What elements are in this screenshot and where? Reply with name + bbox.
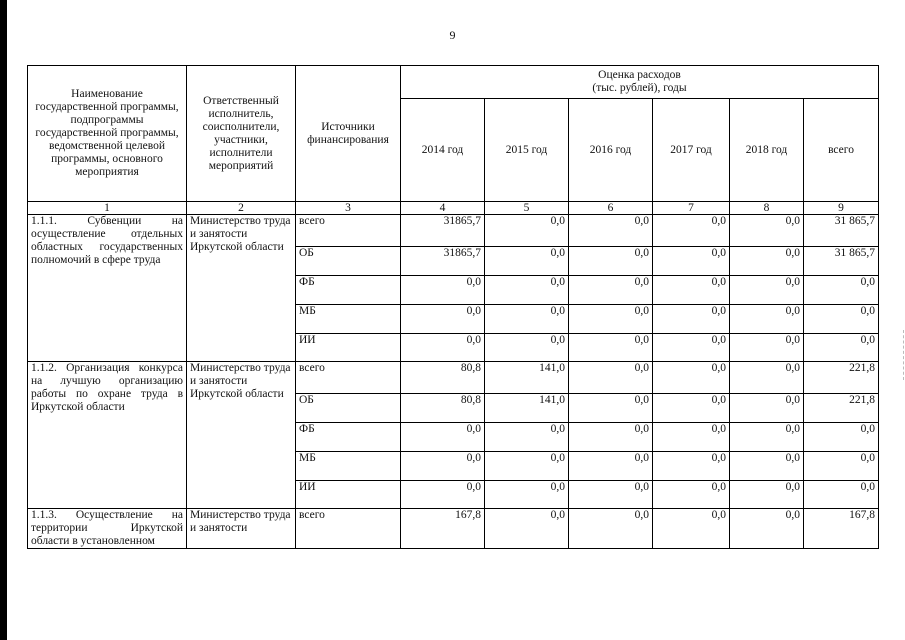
year-value: 0,0: [569, 305, 653, 334]
year-value: 0,0: [730, 394, 804, 423]
header-year: 2016 год: [569, 99, 653, 202]
index-cell: 5: [485, 202, 569, 215]
year-value: 0,0: [730, 452, 804, 481]
year-value: 0,0: [730, 305, 804, 334]
total-value: 0,0: [804, 334, 879, 362]
funding-source: всего: [296, 362, 401, 394]
year-value: 80,8: [401, 394, 485, 423]
index-cell: 2: [187, 202, 296, 215]
year-value: 0,0: [653, 305, 730, 334]
table-row: [28, 362, 879, 394]
funding-source: ИИ: [296, 481, 401, 509]
funding-source: ОБ: [296, 247, 401, 276]
header-year: 2015 год: [485, 99, 569, 202]
year-value: 0,0: [569, 362, 653, 394]
index-cell: 7: [653, 202, 730, 215]
year-value: 0,0: [569, 247, 653, 276]
index-row: [28, 202, 879, 215]
scan-left-border: [0, 0, 7, 640]
year-value: 0,0: [485, 334, 569, 362]
header-year: 2017 год: [653, 99, 730, 202]
year-value: 0,0: [485, 247, 569, 276]
year-value: 0,0: [485, 276, 569, 305]
funding-source: МБ: [296, 452, 401, 481]
year-value: 0,0: [569, 215, 653, 247]
year-value: 80,8: [401, 362, 485, 394]
year-value: 0,0: [401, 276, 485, 305]
responsible-executor: Министерство труда и занятости Иркутской области: [187, 362, 296, 509]
year-value: 141,0: [485, 394, 569, 423]
header-estimate: [401, 66, 879, 99]
year-value: 0,0: [569, 276, 653, 305]
year-value: 0,0: [485, 423, 569, 452]
header-year: 2018 год: [730, 99, 804, 202]
total-value: 31 865,7: [804, 247, 879, 276]
year-value: 0,0: [653, 481, 730, 509]
year-value: 0,0: [401, 452, 485, 481]
header-estimate-subtitle: (тыс. рублей), годы: [592, 82, 687, 94]
year-value: 0,0: [653, 423, 730, 452]
year-value: 0,0: [569, 509, 653, 549]
year-value: 0,0: [653, 394, 730, 423]
year-value: 0,0: [730, 276, 804, 305]
total-value: 0,0: [804, 276, 879, 305]
year-value: 0,0: [401, 423, 485, 452]
total-value: 221,8: [804, 362, 879, 394]
responsible-executor: Министерство труда и занятости: [187, 509, 296, 549]
year-value: 0,0: [730, 247, 804, 276]
responsible-executor: Министерство труда и занятости Иркутской области: [187, 215, 296, 362]
year-value: 0,0: [730, 509, 804, 549]
year-value: 0,0: [653, 334, 730, 362]
header-total: всего: [804, 99, 879, 202]
year-value: 0,0: [569, 334, 653, 362]
year-value: 0,0: [485, 215, 569, 247]
year-value: 0,0: [485, 305, 569, 334]
header-name-column: Наименование государственной программы, подпрограммы государственной программы, ведомственной целевой программы, основного мероприятия: [28, 66, 187, 202]
header-responsible-column: Ответственный исполнитель, соисполнители, участники, исполнители мероприятий: [187, 66, 296, 202]
year-value: 0,0: [401, 334, 485, 362]
index-cell: 3: [296, 202, 401, 215]
total-value: 167,8: [804, 509, 879, 549]
year-value: 0,0: [653, 247, 730, 276]
year-value: 0,0: [653, 215, 730, 247]
year-value: 0,0: [653, 276, 730, 305]
total-value: 0,0: [804, 305, 879, 334]
header-estimate-title: Оценка расходов: [598, 69, 681, 81]
total-value: 0,0: [804, 423, 879, 452]
activity-name: 1.1.2. Организация конкурса на лучшую организацию работы по охране труда в Иркутской области: [28, 362, 187, 509]
year-value: 0,0: [485, 452, 569, 481]
year-value: 141,0: [485, 362, 569, 394]
year-value: 0,0: [730, 423, 804, 452]
year-value: 0,0: [653, 452, 730, 481]
year-value: 0,0: [653, 362, 730, 394]
table-row: [28, 509, 879, 549]
year-value: 0,0: [730, 481, 804, 509]
index-cell: 4: [401, 202, 485, 215]
year-value: 0,0: [730, 362, 804, 394]
year-value: 31865,7: [401, 247, 485, 276]
budget-table: [27, 65, 879, 549]
year-value: 0,0: [485, 481, 569, 509]
funding-source: МБ: [296, 305, 401, 334]
total-value: 0,0: [804, 452, 879, 481]
year-value: 0,0: [485, 509, 569, 549]
page-number: 9: [449, 28, 456, 42]
year-value: 0,0: [730, 334, 804, 362]
funding-source: всего: [296, 215, 401, 247]
year-value: 0,0: [569, 452, 653, 481]
table-row: [28, 215, 879, 247]
funding-source: ОБ: [296, 394, 401, 423]
index-cell: 9: [804, 202, 879, 215]
total-value: 0,0: [804, 481, 879, 509]
total-value: 31 865,7: [804, 215, 879, 247]
year-value: 0,0: [569, 394, 653, 423]
year-value: 31865,7: [401, 215, 485, 247]
year-value: 0,0: [730, 215, 804, 247]
header-year: 2014 год: [401, 99, 485, 202]
year-value: 0,0: [401, 481, 485, 509]
funding-source: ФБ: [296, 423, 401, 452]
funding-source: ИИ: [296, 334, 401, 362]
funding-source: всего: [296, 509, 401, 549]
total-value: 221,8: [804, 394, 879, 423]
year-value: 0,0: [653, 509, 730, 549]
table-body: [28, 215, 879, 549]
year-value: 0,0: [569, 423, 653, 452]
funding-source: ФБ: [296, 276, 401, 305]
index-cell: 1: [28, 202, 187, 215]
activity-name: 1.1.1. Субвенции на осуществление отдельных областных государственных полномочий в сфере труда: [28, 215, 187, 362]
header-sources-column: Источники финансирования: [296, 66, 401, 202]
year-value: 0,0: [401, 305, 485, 334]
index-cell: 6: [569, 202, 653, 215]
activity-name: 1.1.3. Осуществление на территории Иркутской области в установленном: [28, 509, 187, 549]
year-value: 0,0: [569, 481, 653, 509]
year-value: 167,8: [401, 509, 485, 549]
index-cell: 8: [730, 202, 804, 215]
